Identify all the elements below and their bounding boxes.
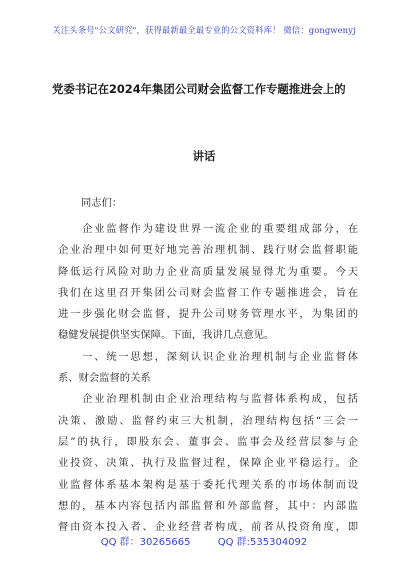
header-promo-note: 关注头条号"公文研究"，获得最新最全最专业的公文资料库！ 微信：gongwenyj [52, 25, 356, 35]
page-title-line-2: 讲话 [192, 149, 216, 163]
body-line: 企业监督作为建设世界一流企业的重要组成部分，在 [58, 223, 358, 235]
body-line: 督由资本投入者、企业经营者构成，前者从投资角度，即 [58, 521, 358, 534]
footer-qq-group-1: QQ 群：30265665 [100, 537, 191, 548]
greeting: 同志们： [81, 197, 123, 209]
body-text [58, 219, 358, 538]
section-heading-line: 一、统一思想，深刻认识企业治理机制与企业监督体 [58, 350, 358, 363]
body-line: 业监督体系基本架构是基于委托代理关系的市场体制而设 [58, 478, 358, 491]
body-line: 稳健发展提供坚实保障。下面，我讲几点意见。 [58, 329, 275, 342]
body-line: 我们在这里召开集团公司财会监督工作专题推进会，旨在 [58, 286, 358, 299]
body-line: 层”的执行，即股东会、董事会、监事会及经营层参与企 [58, 435, 358, 448]
body-line: 进一步强化财会监督，提升公司财务管理水平，为集团的 [58, 308, 358, 321]
page-title-line-1: 党委书记在2024年集团公司财会监督工作专题推进会上的 [52, 82, 346, 96]
footer-qq-group-2: QQ 群:535304092 [217, 537, 308, 548]
body-line: 想的，基本内容包括内部监督和外部监督，其中：内部监 [58, 499, 358, 512]
body-line: 降低运行风险对助力企业高质量发展显得尤为重要。今天 [58, 265, 358, 278]
section-heading-line: 系、财会监督的关系 [58, 372, 151, 385]
body-line: 业投资、决策、执行及监督过程，保障企业平稳运行。企 [58, 457, 358, 470]
footer-contact [0, 533, 408, 548]
body-line: 企业治理机制由企业治理结构与监督体系构成，包括 [58, 393, 358, 406]
body-line: 决策、激励、监督约束三大机制，治理结构包括“三会一 [58, 414, 358, 427]
body-line: 企业治理中如何更好地完善治理机制、践行财会监督职能 [58, 244, 358, 257]
